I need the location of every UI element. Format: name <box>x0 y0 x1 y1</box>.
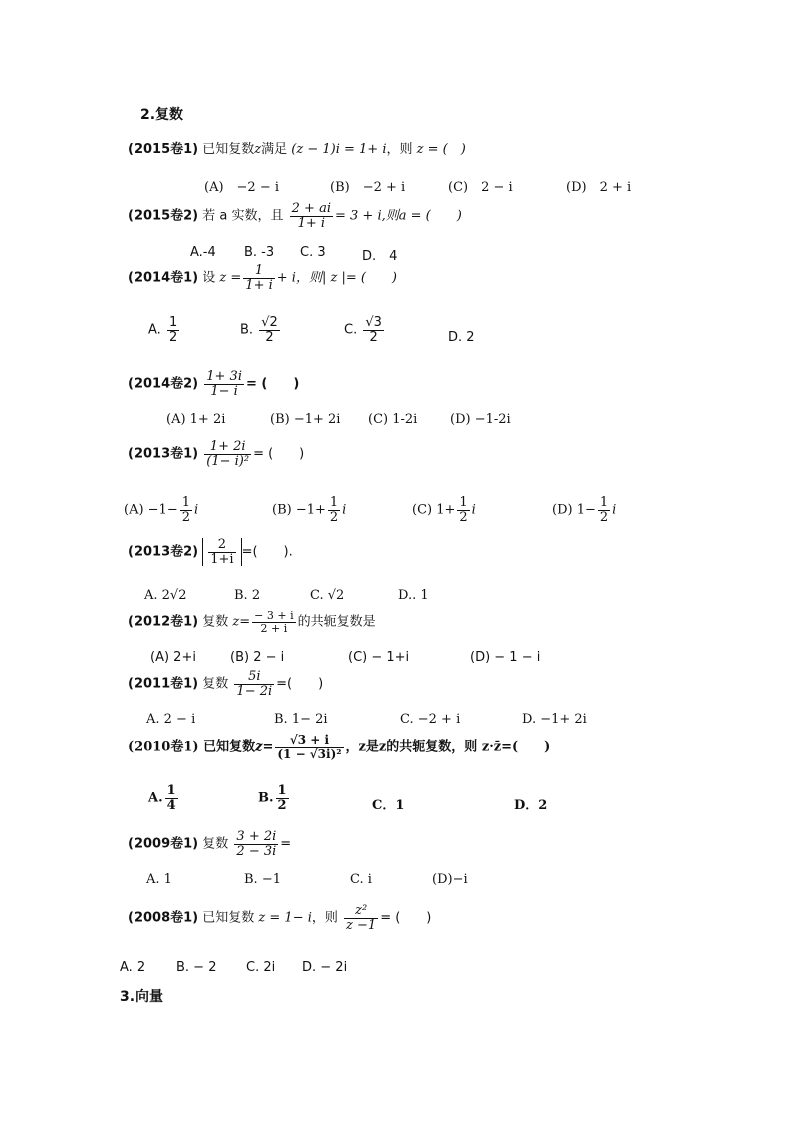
denominator: 2 <box>168 329 178 345</box>
denominator: 1+ i <box>245 277 273 293</box>
option-c: C．1 <box>372 798 405 813</box>
equation: + i，则 <box>276 270 322 286</box>
question-text: ，z是z的共轭复数，则 z·z̄=( ) <box>345 739 551 755</box>
question-blank: = ( ) <box>246 376 300 392</box>
question-text: ，则 <box>311 910 338 926</box>
option-d: D. 2 <box>448 330 475 345</box>
question-2012-1 <box>128 610 376 634</box>
fraction <box>344 904 378 932</box>
fraction <box>457 496 469 524</box>
numerator: 5i <box>234 670 274 685</box>
option-label: B. <box>240 322 254 338</box>
option-d: (D) −1-2i <box>450 412 511 427</box>
option-label: (B) −1+ <box>272 502 326 518</box>
question-source: (2010卷1) <box>128 739 199 755</box>
option-b: B. − 2 <box>176 960 217 975</box>
imag-unit: i <box>342 502 347 518</box>
question-blank: = ( ) <box>253 446 305 462</box>
option-c <box>412 496 476 524</box>
question-source: (2015卷1) <box>128 142 199 157</box>
fraction <box>204 440 251 468</box>
option-a: A.-4 <box>190 245 216 260</box>
fraction <box>234 670 274 698</box>
option-d: (D)−i <box>432 872 468 887</box>
option-a: (A) 1+ 2i <box>166 412 226 427</box>
numerator: 1 <box>459 495 468 510</box>
numerator: 1+ 2i <box>204 440 251 455</box>
fraction <box>165 784 178 812</box>
equation: z= <box>255 739 274 755</box>
option-d: D. 4 <box>362 249 398 264</box>
numerator: 3 + 2i <box>236 829 277 844</box>
question-2008-1 <box>128 904 431 932</box>
numerator: 1 <box>181 495 191 510</box>
question-2009-1 <box>128 830 291 858</box>
option-c: C. i <box>350 872 372 887</box>
denominator: 1− 2i <box>236 683 273 699</box>
fraction <box>276 784 289 812</box>
fraction <box>167 316 179 344</box>
absolute-value <box>202 538 241 566</box>
option-b: B. −1 <box>244 872 281 887</box>
fraction <box>204 370 244 398</box>
option-label: A. <box>148 322 161 338</box>
option-label: (D) 1− <box>552 502 596 518</box>
fraction <box>275 734 343 760</box>
option-c: (C) − 1+i <box>348 650 410 665</box>
numerator: 1 <box>243 264 274 279</box>
denominator: 2 <box>181 509 191 525</box>
option-a: A. 2√2 <box>144 588 187 603</box>
equation: z = <box>219 270 242 286</box>
denominator: 2 <box>265 329 274 345</box>
denominator: 4 <box>166 797 176 813</box>
numerator: 1+ 3i <box>206 369 242 384</box>
question-blank: =( ) <box>276 676 324 692</box>
question-text: 已知复数 <box>203 739 256 755</box>
denominator: z −1 <box>346 917 377 933</box>
question-blank: = <box>280 836 292 852</box>
option-a: (A) 2+i <box>150 650 196 665</box>
option-a: (A) −2 − i <box>204 180 280 195</box>
equation: (z − 1)i = 1+ i <box>291 142 387 157</box>
question-2014-1 <box>128 264 397 292</box>
equation: z = 1− i <box>258 910 312 926</box>
option-c: (C) 1-2i <box>368 412 418 427</box>
question-blank: a = ( ) <box>398 208 462 224</box>
denominator: 2 <box>329 509 339 525</box>
option-d: D. − 2i <box>302 960 348 975</box>
option-c: C. −2 + i <box>400 712 461 727</box>
option-b: B. 2 <box>234 588 261 603</box>
numerator: 1 <box>329 495 339 510</box>
numerator: 1 <box>277 783 287 798</box>
question-source: (2015卷2) <box>128 208 199 224</box>
question-source: (2014卷2) <box>128 376 199 392</box>
option-a: A. 1 <box>146 872 172 887</box>
imag-unit: i <box>612 502 617 518</box>
option-a <box>148 784 180 812</box>
option-c: (C) 2 − i <box>448 180 513 195</box>
option-d: (D) − 1 − i <box>470 650 541 665</box>
variable: z <box>254 142 262 157</box>
option-b: (B) −2 + i <box>330 180 406 195</box>
question-text: 已知复数 <box>202 910 255 926</box>
denominator: 2 − 3i <box>236 843 277 859</box>
denominator: 2 <box>599 509 609 525</box>
denominator: 2 <box>369 329 378 345</box>
option-d: D．2 <box>514 798 548 813</box>
numerator: √3 + i <box>275 734 343 748</box>
numerator: z² <box>344 904 378 919</box>
option-label: C. <box>344 322 358 338</box>
denominator: 1− i <box>210 383 238 399</box>
question-text: 满足 <box>261 142 288 157</box>
section-heading: 3.向量 <box>120 989 164 1005</box>
imag-unit: i <box>194 502 199 518</box>
fraction <box>234 830 278 858</box>
denominator: (1− i)² <box>206 453 250 469</box>
question-blank: = ( ) <box>380 910 432 926</box>
question-source: (2012卷1) <box>128 614 199 630</box>
question-2013-2 <box>128 538 293 566</box>
option-a: A. 2 − i <box>146 712 196 727</box>
option-c: C. √2 <box>310 588 345 603</box>
question-text: ，则 <box>386 142 413 157</box>
fraction <box>363 316 384 344</box>
numerator: √3 <box>365 315 382 330</box>
fraction <box>328 496 340 524</box>
option-b: (B) 2 − i <box>230 650 285 665</box>
option-c <box>344 316 386 344</box>
denominator: 2 <box>459 509 468 525</box>
question-source: (2008卷1) <box>128 910 199 926</box>
option-label: B. <box>258 790 274 806</box>
fraction <box>252 610 295 634</box>
question-text: 的共轭复数是 <box>297 614 376 630</box>
option-c: C. 2i <box>246 960 276 975</box>
fraction <box>243 264 274 292</box>
question-blank: =( ). <box>241 544 293 560</box>
question-2010-1 <box>128 734 550 760</box>
question-text: 设 <box>202 270 216 286</box>
option-b: B. 1− 2i <box>274 712 328 727</box>
option-d: D.. 1 <box>398 588 429 603</box>
option-d: D. −1+ 2i <box>522 712 587 727</box>
option-a <box>148 316 181 344</box>
option-b <box>272 496 346 524</box>
question-source: (2013卷2) <box>128 544 199 560</box>
question-source: (2013卷1) <box>128 446 199 462</box>
fraction <box>598 496 610 524</box>
option-label: (C) 1+ <box>412 502 456 518</box>
option-c: C. 3 <box>300 245 326 260</box>
question-source: (2011卷1) <box>128 676 199 692</box>
question-2015-1 <box>128 138 466 157</box>
option-b: (B) −1+ 2i <box>270 412 341 427</box>
equation: = 3 + i,则 <box>334 208 399 224</box>
option-b <box>258 784 291 812</box>
question-2014-2 <box>128 370 299 398</box>
numerator: − 3 + i <box>254 609 294 622</box>
numerator: 2 <box>208 538 235 553</box>
option-b <box>240 316 282 344</box>
denominator: 1+i <box>210 551 234 567</box>
option-a: A. 2 <box>120 960 146 975</box>
option-d <box>552 496 616 524</box>
option-b: B. -3 <box>244 245 275 260</box>
denominator: 1+ i <box>297 215 326 231</box>
fraction <box>290 202 333 230</box>
numerator: 1 <box>168 315 178 330</box>
question-2015-2 <box>128 202 462 230</box>
question-blank: z = ( ) <box>416 142 466 157</box>
question-source: (2014卷1) <box>128 270 199 286</box>
denominator: (1 − √3i)² <box>277 746 342 761</box>
fraction <box>259 316 280 344</box>
option-d: (D) 2 + i <box>566 180 632 195</box>
option-label: A. <box>148 790 163 806</box>
imag-unit: i <box>471 502 476 518</box>
numerator: 1 <box>166 783 176 798</box>
question-2013-1 <box>128 440 304 468</box>
numerator: √2 <box>261 315 278 330</box>
question-blank: | z |= ( ) <box>321 270 397 286</box>
denominator: 2 + i <box>260 621 288 635</box>
numerator: 2 + ai <box>291 201 331 216</box>
question-source: (2009卷1) <box>128 836 199 852</box>
fraction <box>180 496 192 524</box>
question-text: 复数 <box>202 676 229 692</box>
equation: z= <box>232 614 251 630</box>
option-label: (A) −1− <box>124 502 178 518</box>
question-2011-1 <box>128 670 323 698</box>
question-text: 复数 <box>202 836 229 852</box>
section-heading: 2.复数 <box>140 107 184 123</box>
question-text: 复数 <box>202 614 229 630</box>
denominator: 2 <box>277 797 287 813</box>
fraction <box>208 538 235 566</box>
option-a <box>124 496 198 524</box>
question-text: 若 a 实数，且 <box>202 208 284 224</box>
numerator: 1 <box>599 495 609 510</box>
question-text: 已知复数 <box>202 142 255 157</box>
